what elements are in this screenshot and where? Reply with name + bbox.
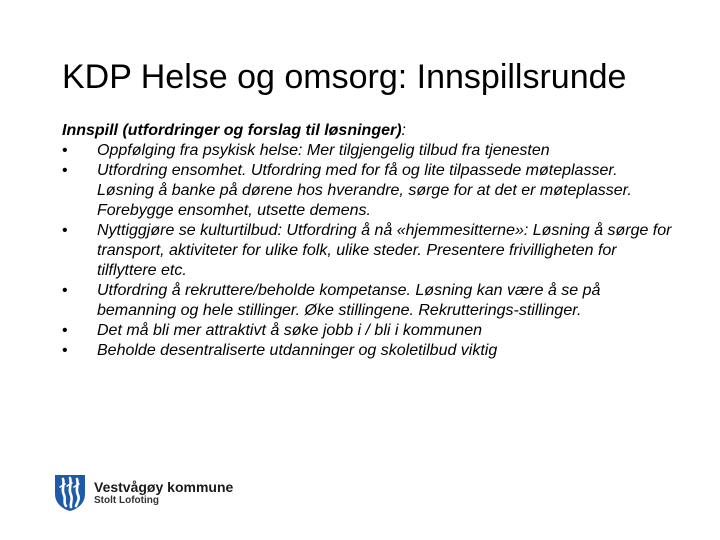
logo-text xyxy=(94,479,233,507)
bullet-glyph: • xyxy=(62,222,68,239)
intro-heading: Innspill (utfordringer og forslag til løsninger) xyxy=(62,122,402,139)
municipality-name: Vestvågøy kommune xyxy=(94,479,234,495)
bullet-item xyxy=(62,321,672,341)
bullet-item xyxy=(62,341,672,361)
bullet-glyph: • xyxy=(62,142,68,159)
bullet-text: Oppfølging fra psykisk helse: Mer tilgjengelig tilbud fra tjenesten xyxy=(97,142,550,159)
slide-title: KDP Helse og omsorg: Innspillsrunde xyxy=(62,58,627,96)
bullet-glyph: • xyxy=(62,162,68,179)
intro-colon: : xyxy=(401,122,406,139)
bullet-text: Nyttiggjøre se kulturtilbud: Utfordring å nå «hjemmesitterne»: Løsning å sørge for transport, aktiviteter for ulike folk, ulike steder. Presentere frivilligheten for tilflyttere etc. xyxy=(97,222,672,279)
coat-of-arms-icon xyxy=(54,474,86,512)
bullet-glyph: • xyxy=(62,282,68,299)
slide-content xyxy=(62,121,672,361)
municipality-logo xyxy=(54,473,233,513)
bullet-item xyxy=(62,221,672,281)
bullet-item xyxy=(62,161,672,221)
intro-line xyxy=(62,121,672,141)
bullet-item xyxy=(62,281,672,321)
bullet-text: Det må bli mer attraktivt å søke jobb i / bli i kommunen xyxy=(97,322,483,339)
bullet-glyph: • xyxy=(62,322,68,339)
bullet-text: Utfordring ensomhet. Utfordring med for få og lite tilpassede møteplasser. Løsning å banke på dørene hos hverandre, sørge for at det er møteplasser. Forebygge ensomhet, utsette demens. xyxy=(97,162,632,219)
bullet-glyph: • xyxy=(62,342,68,359)
bullet-text: Beholde desentraliserte utdanninger og skoletilbud viktig xyxy=(97,342,498,359)
bullet-text: Utfordring å rekruttere/beholde kompetanse. Løsning kan være å se på bemanning og hele stillinger. Øke stillingene. Rekrutterings-stillinger. xyxy=(97,282,601,319)
bullet-item xyxy=(62,141,672,161)
municipality-slogan: Stolt Lofoting xyxy=(94,495,159,506)
bullet-list xyxy=(62,141,672,361)
